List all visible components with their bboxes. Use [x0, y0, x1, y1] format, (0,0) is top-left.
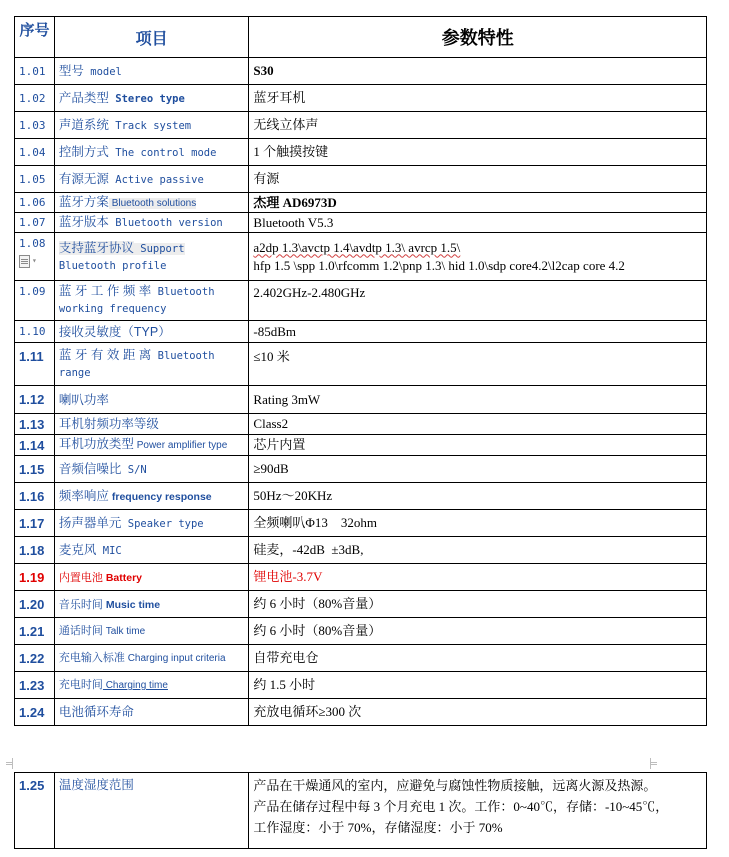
row-number: 1.21 [15, 618, 55, 645]
table-row [15, 672, 707, 699]
row-value: 自带充电仓 [249, 645, 707, 672]
row-number: 1.07 [15, 213, 55, 233]
row-item: 频率响应 frequency response [54, 483, 248, 510]
paste-options-icon[interactable] [19, 255, 30, 268]
page-corner-mark [6, 762, 13, 769]
row-value: 硅麦，-42dB ±3dB, [249, 537, 707, 564]
table-row [15, 166, 707, 193]
page-corner-mark [650, 762, 657, 769]
row-value: 全频喇叭Φ13 32ohm [249, 510, 707, 537]
spec-table-continued [14, 772, 707, 849]
row-number: 1.24 [15, 699, 55, 726]
table-row [15, 112, 707, 139]
table-row [15, 510, 707, 537]
row-item: 电池循环寿命 [54, 699, 248, 726]
table-row [15, 213, 707, 233]
table-row [15, 699, 707, 726]
table-row [15, 85, 707, 112]
row-item: 音频信噪比 S/N [54, 456, 248, 483]
table-row [15, 139, 707, 166]
row-number: 1.09 [15, 281, 55, 321]
row-value: 锂电池-3.7V [249, 564, 707, 591]
table-row [15, 233, 707, 281]
row-value: -85dBm [249, 321, 707, 343]
header-seq: 序号 [15, 17, 55, 58]
table-row [15, 343, 707, 386]
row-value: a2dp 1.3\avctp 1.4\avdtp 1.3\ avrcp 1.5\ hfp 1.5 \spp 1.0\rfcomm 1.2\pnp 1.3\ hid 1.0\sdp core4.2\l2cap core 4.2 [249, 233, 707, 281]
row-item: 接收灵敏度（TYP） [54, 321, 248, 343]
table-row [15, 564, 707, 591]
row-value: 50Hz～20KHz [249, 483, 707, 510]
row-item: 麦克风 MIC [54, 537, 248, 564]
row-number: 1.03 [15, 112, 55, 139]
header-param: 参数特性 [249, 17, 707, 58]
row-item: 型号 model [54, 58, 248, 85]
row-value: ≥90dB [249, 456, 707, 483]
row-value: Bluetooth V5.3 [249, 213, 707, 233]
row-item: 温度湿度范围 [54, 773, 248, 849]
row-number: 1.22 [15, 645, 55, 672]
row-number: 1.06 [15, 193, 55, 213]
table-row [15, 386, 707, 414]
row-number: 1.17 [15, 510, 55, 537]
row-item: 蓝 牙 有 效 距 离 Bluetooth range [54, 343, 248, 386]
row-number: 1.15 [15, 456, 55, 483]
row-value: Class2 [249, 414, 707, 435]
row-item: 有源无源 Active passive [54, 166, 248, 193]
row-item: 内置电池 Battery [54, 564, 248, 591]
row-item: 支持蓝牙协议 Support Bluetooth profile [54, 233, 248, 281]
table-row [15, 537, 707, 564]
table-row [15, 281, 707, 321]
table-row [15, 456, 707, 483]
row-item: 充电时间 Charging time [54, 672, 248, 699]
row-item: 产品类型 Stereo type [54, 85, 248, 112]
row-value: 充放电循环≥300 次 [249, 699, 707, 726]
row-value: 无线立体声 [249, 112, 707, 139]
row-item: 控制方式 The control mode [54, 139, 248, 166]
table-header-row [15, 17, 707, 58]
row-number: 1.20 [15, 591, 55, 618]
table-row [15, 193, 707, 213]
row-value: S30 [249, 58, 707, 85]
row-value: 蓝牙耳机 [249, 85, 707, 112]
row-number: 1.12 [15, 386, 55, 414]
row-value: 1 个触摸按键 [249, 139, 707, 166]
row-item: 耳机功放类型 Power amplifier type [54, 435, 248, 456]
row-value: 约 1.5 小时 [249, 672, 707, 699]
row-item: 蓝 牙 工 作 频 率 Bluetooth working frequency [54, 281, 248, 321]
row-number: 1.16 [15, 483, 55, 510]
row-value: 约 6 小时（80%音量） [249, 591, 707, 618]
row-value: 杰理 AD6973D [249, 193, 707, 213]
row-number: 1.01 [15, 58, 55, 85]
row-item: 通话时间 Talk time [54, 618, 248, 645]
table-row [15, 435, 707, 456]
row-item: 耳机射频功率等级 [54, 414, 248, 435]
row-item: 音乐时间 Music time [54, 591, 248, 618]
row-number: 1.25 [15, 773, 55, 849]
row-value: 有源 [249, 166, 707, 193]
row-number: 1.19 [15, 564, 55, 591]
row-value: Rating 3mW [249, 386, 707, 414]
table-row [15, 58, 707, 85]
row-number: 1.10 [15, 321, 55, 343]
table-row [15, 483, 707, 510]
row-item: 扬声器单元 Speaker type [54, 510, 248, 537]
spec-table [14, 16, 707, 726]
row-item: 喇叭功率 [54, 386, 248, 414]
table-row [15, 321, 707, 343]
row-number: 1.13 [15, 414, 55, 435]
row-value: ≤10 米 [249, 343, 707, 386]
row-value: 2.402GHz-2.480GHz [249, 281, 707, 321]
table-row [15, 414, 707, 435]
row-item: 蓝牙方案 Bluetooth solutions [54, 193, 248, 213]
row-item: 充电输入标准 Charging input criteria [54, 645, 248, 672]
row-value: 产品在干燥通风的室内，应避免与腐蚀性物质接触，远离火源及热源。 产品在储存过程中每 3 个月充电 1 次。工作：0~40℃，存储：-10~45℃， 工作湿度：小于 70%，存储湿度：小于 70% [249, 773, 707, 849]
row-number: 1.02 [15, 85, 55, 112]
row-number: 1.14 [15, 435, 55, 456]
row-value: 芯片内置 [249, 435, 707, 456]
row-number: 1.04 [15, 139, 55, 166]
row-value: 约 6 小时（80%音量） [249, 618, 707, 645]
header-item: 项目 [54, 17, 248, 58]
row-number: 1.05 [15, 166, 55, 193]
row-number: 1.18 [15, 537, 55, 564]
table-row [15, 591, 707, 618]
chevron-down-icon[interactable]: ▾ [32, 255, 37, 265]
table-row [15, 618, 707, 645]
row-number: 1.08 ▾ [15, 233, 55, 281]
row-number: 1.11 [15, 343, 55, 386]
table-row [15, 773, 707, 849]
table-row [15, 645, 707, 672]
row-number: 1.23 [15, 672, 55, 699]
row-item: 声道系统 Track system [54, 112, 248, 139]
row-item: 蓝牙版本 Bluetooth version [54, 213, 248, 233]
